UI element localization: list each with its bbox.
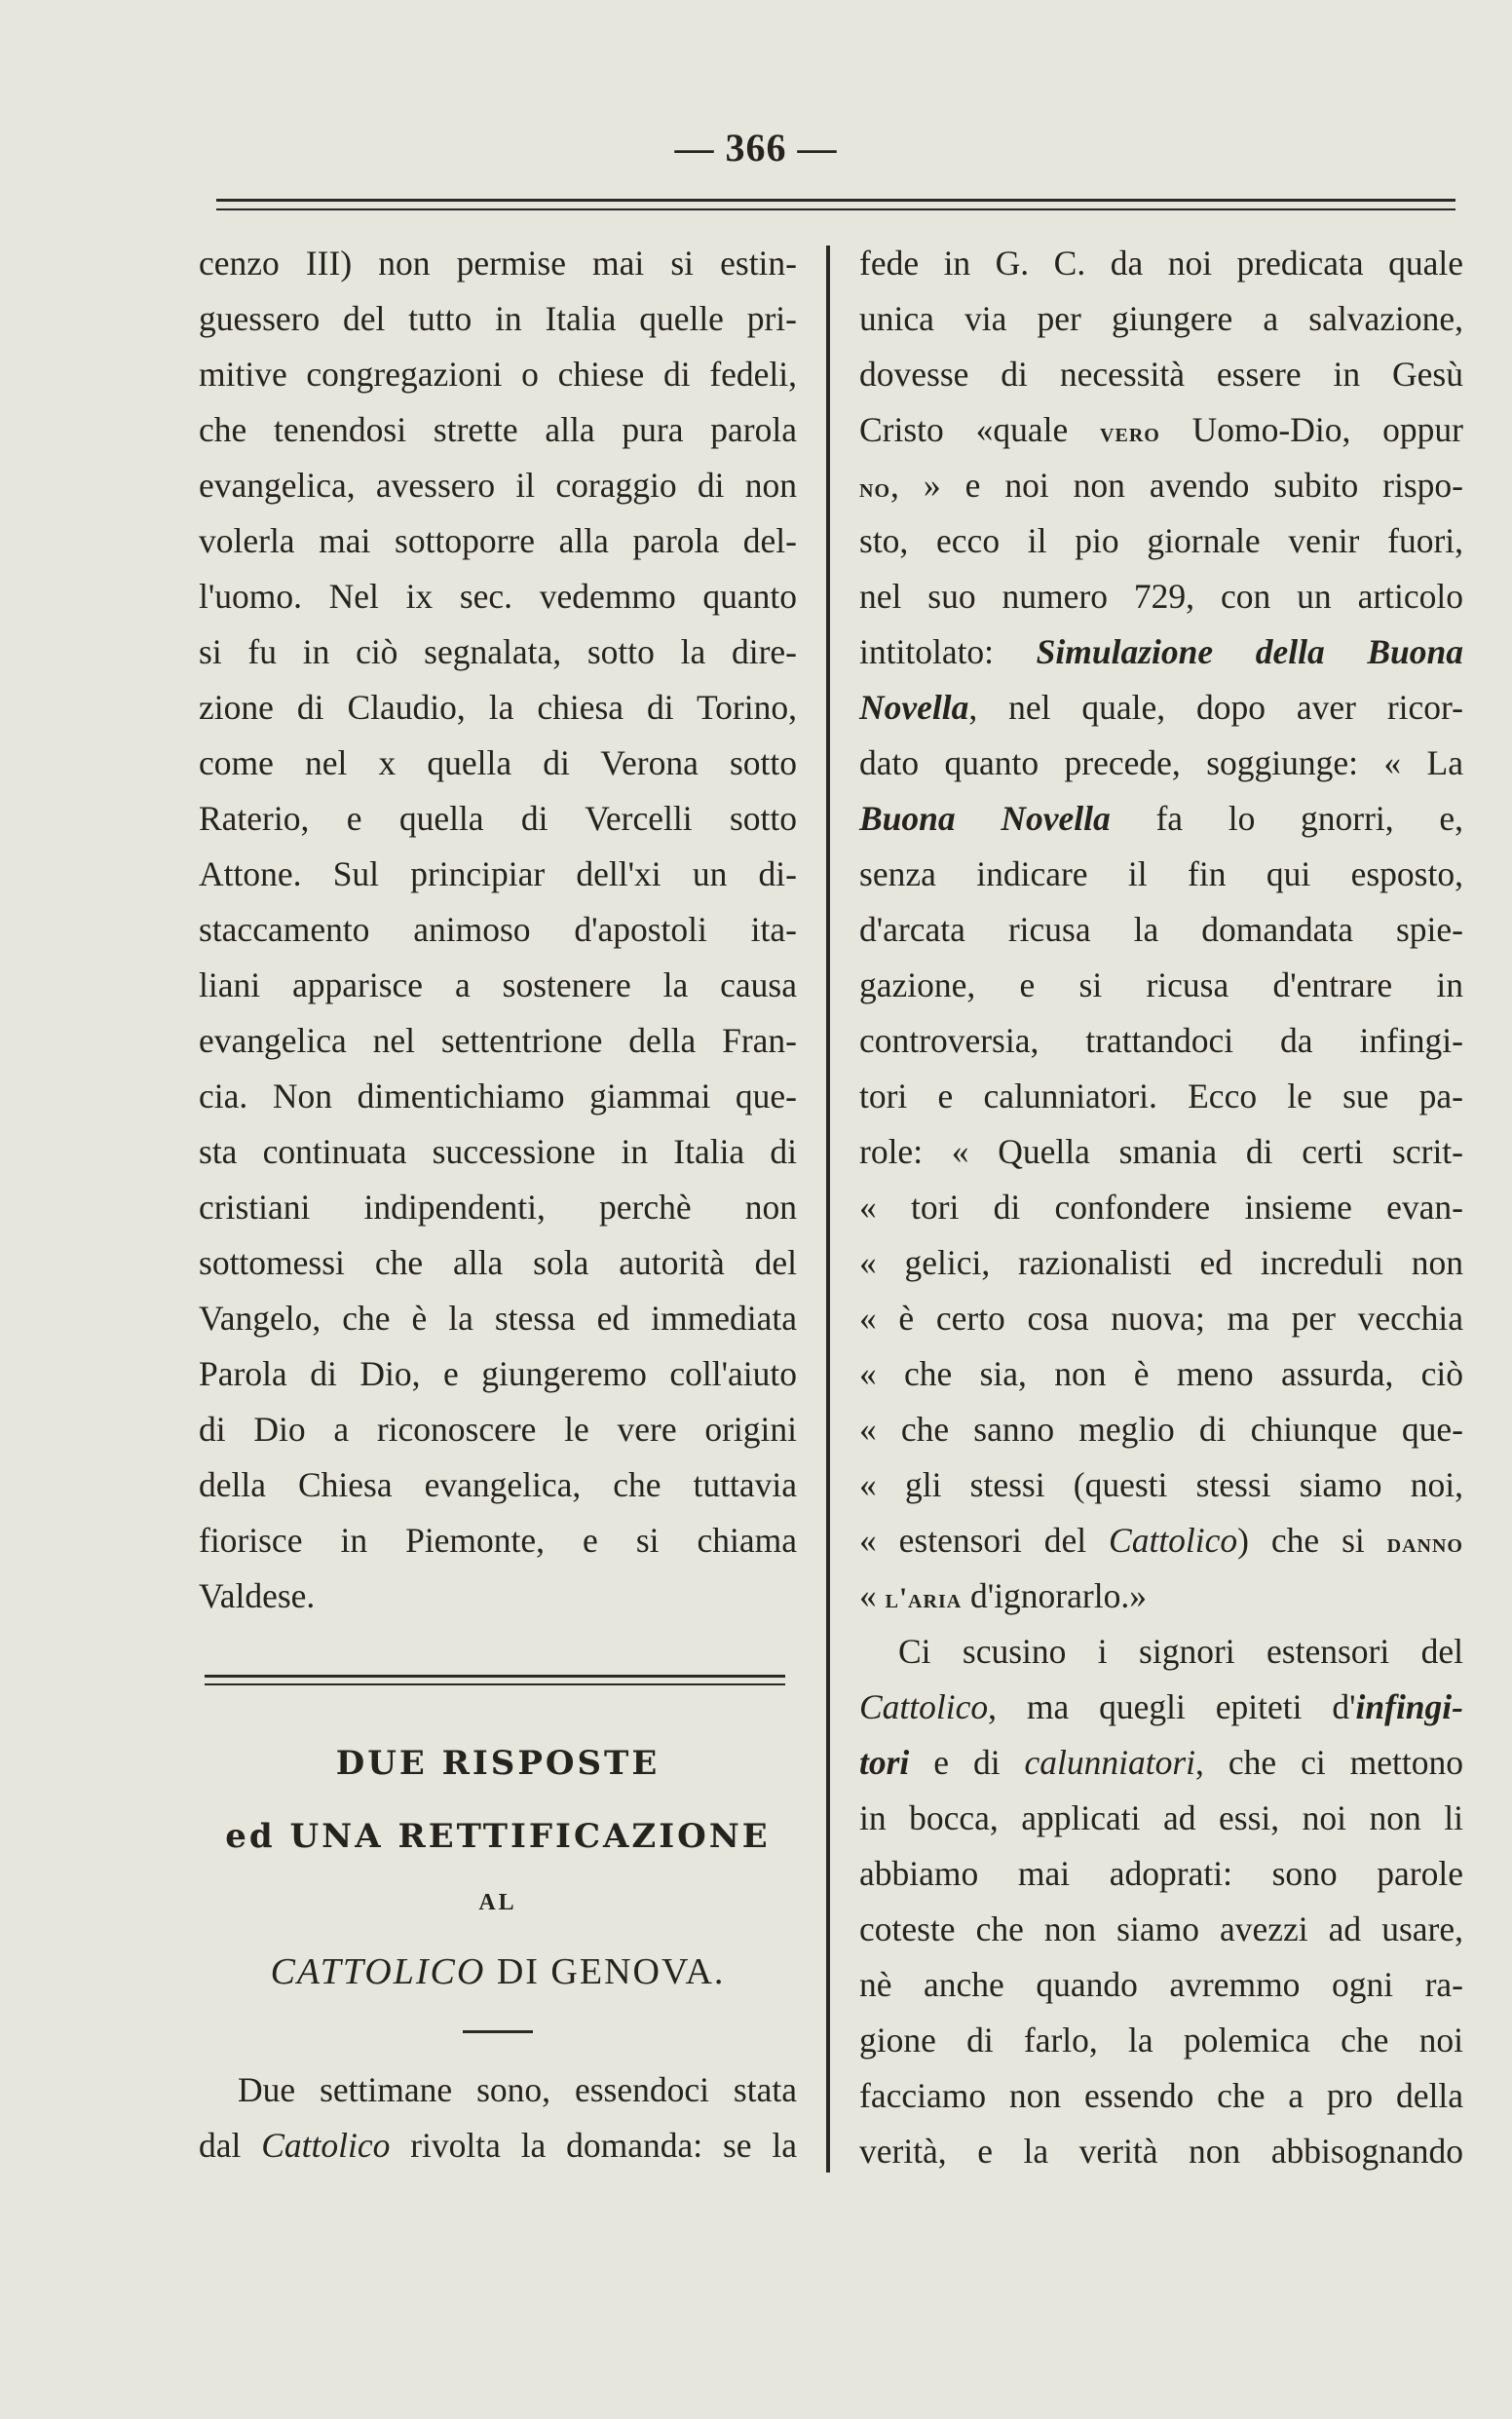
text-line: tori e di calunniatori, che ci mettono <box>859 1743 1463 1782</box>
left-column <box>199 236 797 2173</box>
text-line: Raterio, e quella di Vercelli sotto <box>199 799 797 838</box>
text-line: senza indicare il fin qui esposto, <box>859 854 1463 893</box>
text-line: dovesse di necessità essere in Gesù <box>859 355 1463 394</box>
page-number: — 366 — <box>674 126 838 170</box>
text-line: sta continuata successione in Italia di <box>199 1132 797 1171</box>
text-line: in bocca, applicati ad essi, noi non li <box>859 1798 1463 1837</box>
text-line: gione di farlo, la polemica che noi <box>859 2021 1463 2060</box>
text-line: role: « Quella smania di certi scrit- <box>859 1132 1463 1171</box>
short-rule <box>463 2030 533 2033</box>
section-heading-line2: ed UNA RETTIFICAZIONE <box>225 1817 771 1856</box>
text-line: Novella, nel quale, dopo aver ricor- <box>859 688 1463 727</box>
text-line: controversia, trattandoci da infingi- <box>859 1021 1463 1060</box>
text-line: intitolato: Simulazione della Buona <box>859 632 1463 671</box>
text-line: liani apparisce a sostenere la causa <box>199 965 797 1004</box>
text-line: Due settimane sono, essendoci stata <box>238 2070 797 2109</box>
text-line: Ci scusino i signori estensori del <box>898 1632 1463 1671</box>
title-italic: CATTOLICO <box>270 1951 486 1992</box>
text-line: che tenendosi strette alla pura parola <box>199 410 797 449</box>
text-line: « l'aria d'ignorarlo.» <box>859 1576 1147 1615</box>
text-line: gazione, e si ricusa d'entrare in <box>859 965 1463 1004</box>
text-line: Valdese. <box>199 1576 316 1615</box>
text-line: mitive congregazioni o chiese di fedeli, <box>199 355 797 394</box>
text-line: zione di Claudio, la chiesa di Torino, <box>199 688 797 727</box>
header-double-rule <box>216 199 1455 210</box>
text-line: fede in G. C. da noi predicata quale <box>859 244 1463 283</box>
right-column <box>859 236 1463 2179</box>
text-line: nel suo numero 729, con un articolo <box>859 577 1463 616</box>
text-line: cia. Non dimentichiamo giammai que- <box>199 1077 797 1115</box>
text-line: della Chiesa evangelica, che tuttavia <box>199 1465 797 1504</box>
text-line: si fu in ciò segnalata, sotto la dire- <box>199 632 797 671</box>
text-line: d'arcata ricusa la domandata spie- <box>859 910 1463 949</box>
text-line: « tori di confondere insieme evan- <box>859 1188 1463 1227</box>
text-line: Attone. Sul principiar dell'xi un di- <box>199 854 797 893</box>
text-line: abbiamo mai adoprati: sono parole <box>859 1854 1463 1893</box>
text-line: unica via per giungere a salvazione, <box>859 299 1463 338</box>
text-line: Cristo «quale vero Uomo-Dio, oppur <box>859 410 1463 449</box>
text-line: « che sia, non è meno assurda, ciò <box>859 1354 1463 1393</box>
text-line: no, » e noi non avendo subito rispo- <box>859 466 1463 505</box>
text-line: di Dio a riconoscere le vere origini <box>199 1410 797 1449</box>
text-line: « è certo cosa nuova; ma per vecchia <box>859 1299 1463 1338</box>
text-line: come nel x quella di Verona sotto <box>199 743 797 782</box>
text-line: fiorisce in Piemonte, e si chiama <box>199 1521 797 1560</box>
section-heading-title <box>199 1941 797 2003</box>
column-divider <box>826 246 830 2173</box>
text-line: « gli stessi (questi stessi siamo noi, <box>859 1465 1463 1504</box>
text-line: sottomessi che alla sola autorità del <box>199 1243 797 1282</box>
section-heading-line1: DUE RISPOSTE <box>335 1744 661 1783</box>
text-line: facciamo non essendo che a pro della <box>859 2076 1463 2115</box>
text-line: coteste che non siamo avezzi ad usare, <box>859 1909 1463 1948</box>
text-line: staccamento animoso d'apostoli ita- <box>199 910 797 949</box>
title-rest: DI GENOVA. <box>485 1951 726 1992</box>
section-double-rule <box>205 1675 785 1685</box>
text-line: evangelica nel settentrione della Fran- <box>199 1021 797 1060</box>
text-line: evangelica, avessero il coraggio di non <box>199 466 797 505</box>
text-line: Parola di Dio, e giungeremo coll'aiuto <box>199 1354 797 1393</box>
text-line: « estensori del Cattolico) che si danno <box>859 1521 1463 1560</box>
text-line: sto, ecco il pio giornale venir fuori, <box>859 521 1463 560</box>
text-line: « gelici, razionalisti ed increduli non <box>859 1243 1463 1282</box>
text-line: cristiani indipendenti, perchè non <box>199 1188 797 1227</box>
spacer <box>199 1624 797 1675</box>
text-line: dato quanto precede, soggiunge: « La <box>859 743 1463 782</box>
text-line: dal Cattolico rivolta la domanda: se la <box>199 2126 798 2165</box>
text-line: « che sanno meglio di chiunque que- <box>859 1410 1463 1449</box>
text-line: guessero del tutto in Italia quelle pri- <box>199 299 797 338</box>
text-line: l'uomo. Nel ix sec. vedemmo quanto <box>199 577 797 616</box>
text-line: Buona Novella fa lo gnorri, e, <box>859 799 1463 838</box>
text-line: tori e calunniatori. Ecco le sue pa- <box>859 1077 1463 1115</box>
text-line: volerla mai sottoporre alla parola del- <box>199 521 797 560</box>
section-heading-al: AL <box>478 1890 517 1915</box>
text-line: cenzo III) non permise mai si estin- <box>199 244 797 283</box>
text-line: Cattolico, ma quegli epiteti d'infingi- <box>859 1687 1463 1726</box>
text-line: Vangelo, che è la stessa ed immediata <box>199 1299 797 1338</box>
text-line: nè anche quando avremmo ogni ra- <box>859 1965 1463 2004</box>
text-line: verità, e la verità non abbisognando <box>859 2132 1463 2171</box>
